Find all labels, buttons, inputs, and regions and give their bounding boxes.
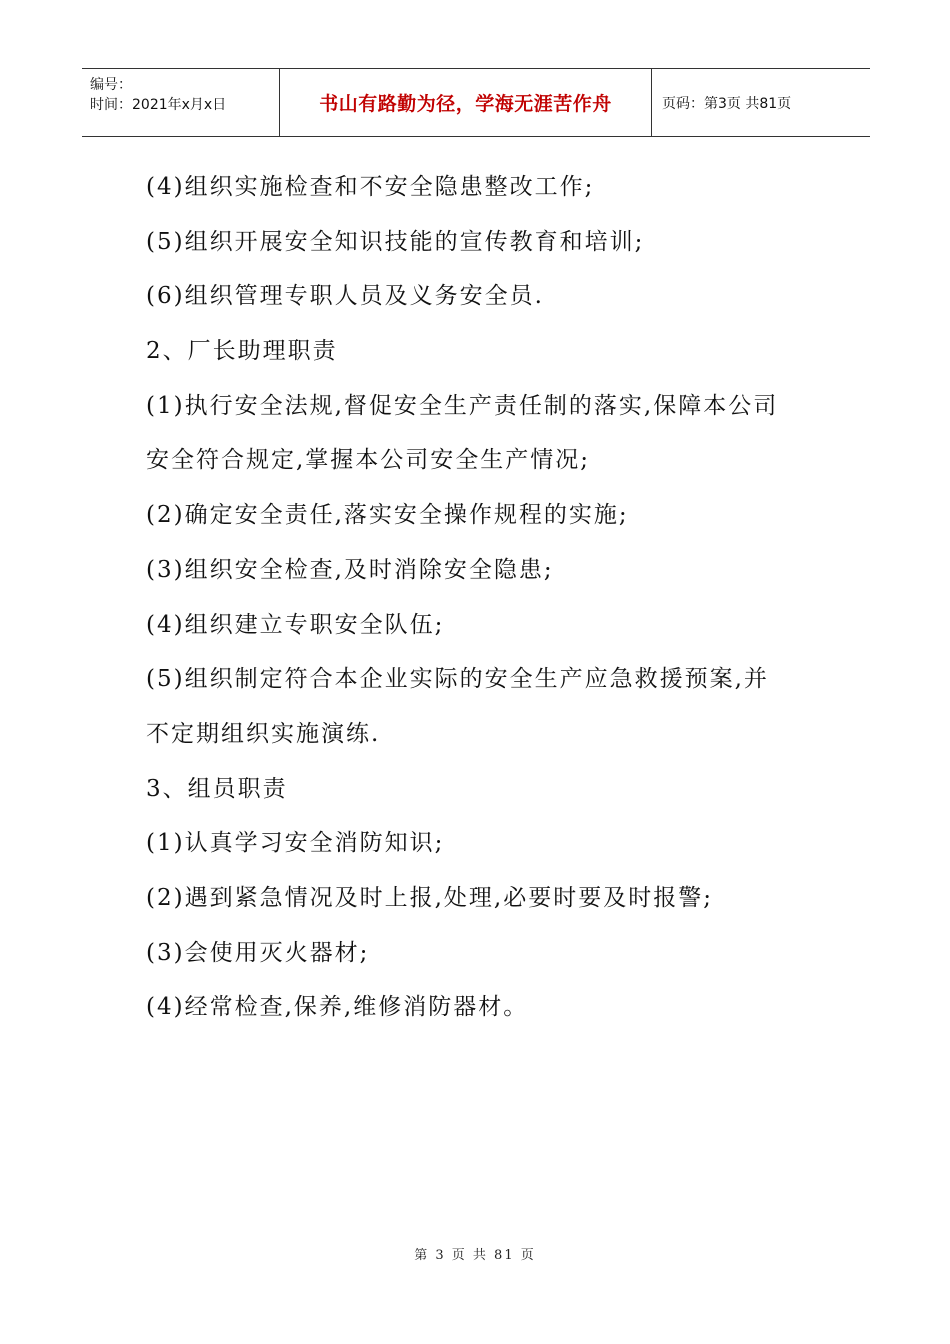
body-line: 不定期组织实施演练.: [146, 720, 381, 747]
body-line: (1)认真学习安全消防知识;: [146, 830, 445, 857]
body-line: (6)组织管理专职人员及义务安全员.: [146, 283, 544, 310]
footer-page-number: 第 3 页 共 81 页: [414, 1248, 536, 1263]
body-line: (1)执行安全法规,督促安全生产责任制的落实,保障本公司: [146, 392, 779, 419]
page-footer: [0, 1244, 950, 1263]
body-line: (3)组织安全检查,及时消除安全隐患;: [146, 556, 554, 583]
body-line: (4)组织实施检查和不安全隐患整改工作;: [146, 174, 595, 200]
document-body: [146, 160, 826, 1035]
body-line: (3)会使用灭火器材;: [146, 939, 370, 966]
body-line: (4)经常检查,保养,维修消防器材。: [146, 994, 529, 1021]
header-meta: [82, 69, 280, 136]
header-page-info-cell: [652, 69, 870, 136]
header-motto-cell: [280, 69, 652, 136]
body-line: (5)组织开展安全知识技能的宣传教育和培训;: [146, 228, 645, 255]
page-header: [82, 68, 870, 137]
body-line: (4)组织建立专职安全队伍;: [146, 611, 445, 638]
document-number-label: 编号：: [90, 77, 132, 93]
document-time-label: 时间：2021年x月x日: [90, 97, 227, 113]
body-line: (2)遇到紧急情况及时上报,处理,必要时要及时报警;: [146, 884, 713, 911]
body-line: (2)确定安全责任,落实安全操作规程的实施;: [146, 502, 629, 529]
section-heading: 3、组员职责: [146, 775, 288, 802]
body-line: (5)组织制定符合本企业实际的安全生产应急救援预案,并: [146, 666, 769, 693]
header-motto: 书山有路勤为径，学海无涯苦作舟: [319, 93, 612, 115]
section-heading: 2、厂长助理职责: [146, 338, 338, 365]
body-line: 安全符合规定,掌握本公司安全生产情况;: [146, 447, 591, 474]
header-page-info: 页码：第3页 共81页: [662, 95, 792, 112]
